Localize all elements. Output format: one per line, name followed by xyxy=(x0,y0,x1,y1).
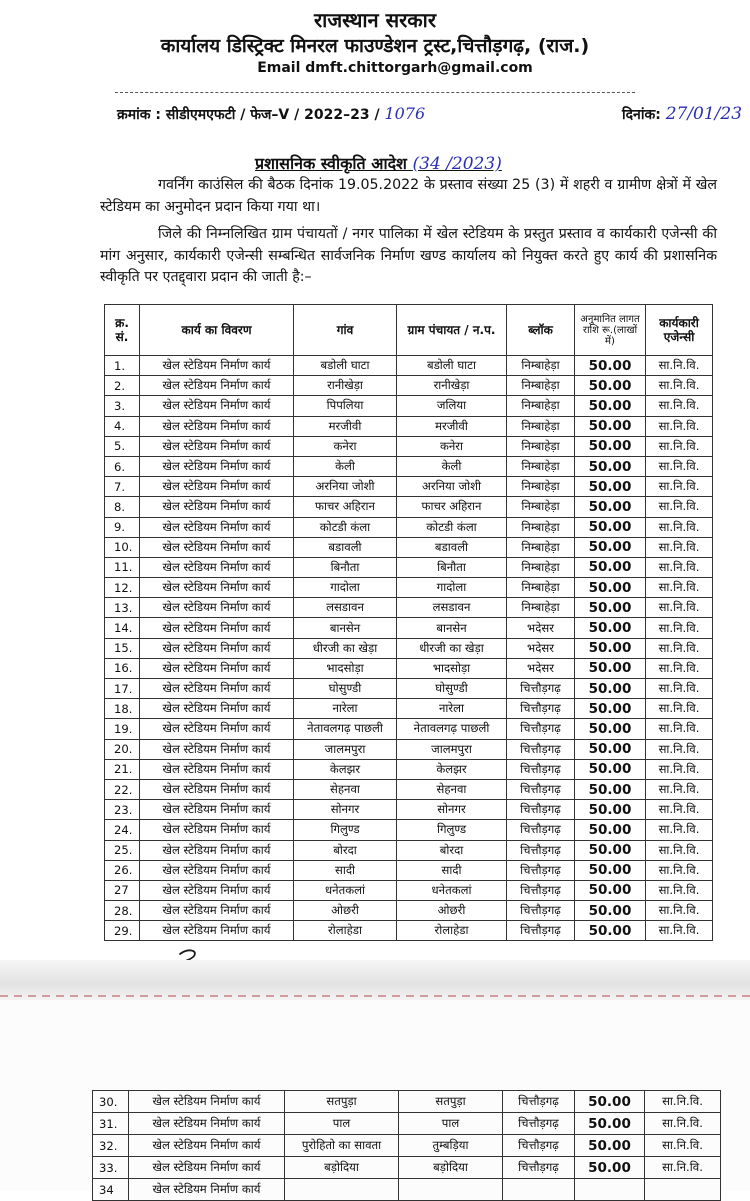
village-cell: भादसोड़ा xyxy=(294,658,397,678)
cost-cell: 50.00 xyxy=(575,1157,645,1179)
serial-cell: 2. xyxy=(105,376,140,396)
work-cell: खेल स्टेडियम निर्माण कार्य xyxy=(140,880,294,900)
gram-panchayat-cell: सतपुड़ा xyxy=(399,1091,503,1113)
agency-cell: सा.नि.वि. xyxy=(646,416,713,436)
serial-cell: 26. xyxy=(105,860,140,880)
page-tear-edge xyxy=(0,995,750,997)
village-cell: नारेला xyxy=(294,699,397,719)
agency-cell: सा.नि.वि. xyxy=(646,880,713,900)
block-cell: निम्बाहेड़ा xyxy=(507,578,575,598)
table-header-row xyxy=(105,305,713,356)
reference-prefix: क्रमांक : सीडीएमएफटी / फेज–V / 2022–23 / xyxy=(117,107,385,123)
page-gap xyxy=(0,960,750,1000)
table-row xyxy=(105,679,713,699)
agency-cell: सा.नि.वि. xyxy=(646,598,713,618)
agency-cell: सा.नि.वि. xyxy=(646,497,713,517)
block-cell: निम्बाहेड़ा xyxy=(507,537,575,557)
work-cell: खेल स्टेडियम निर्माण कार्य xyxy=(140,396,294,416)
work-cell: खेल स्टेडियम निर्माण कार्य xyxy=(140,497,294,517)
village-cell: बड़ोदिया xyxy=(285,1157,399,1179)
serial-cell: 7. xyxy=(105,477,140,497)
gram-panchayat-cell: पाल xyxy=(399,1113,503,1135)
gram-panchayat-cell: सेहनवा xyxy=(397,779,507,799)
agency-cell: सा.नि.वि. xyxy=(646,759,713,779)
cost-cell: 50.00 xyxy=(575,618,646,638)
gram-panchayat-cell: तुम्बड़िया xyxy=(399,1135,503,1157)
village-cell: पाल xyxy=(285,1113,399,1135)
work-cell: खेल स्टेडियम निर्माण कार्य xyxy=(140,739,294,759)
table-row xyxy=(105,800,713,820)
gram-panchayat-cell: बड़ोदिया xyxy=(399,1157,503,1179)
gram-panchayat-cell: भादसोड़ा xyxy=(397,658,507,678)
agency-cell: सा.नि.वि. xyxy=(646,618,713,638)
serial-cell: 25. xyxy=(105,840,140,860)
serial-cell: 12. xyxy=(105,578,140,598)
gram-panchayat-cell: कनेरा xyxy=(397,436,507,456)
serial-cell: 8. xyxy=(105,497,140,517)
work-cell: खेल स्टेडियम निर्माण कार्य xyxy=(140,557,294,577)
serial-cell: 10. xyxy=(105,537,140,557)
serial-cell: 32. xyxy=(93,1135,129,1157)
cost-cell: 50.00 xyxy=(575,376,646,396)
block-cell: चित्तौड़गढ़ xyxy=(507,901,575,921)
work-cell: खेल स्टेडियम निर्माण कार्य xyxy=(140,578,294,598)
agency-cell: सा.नि.वि. xyxy=(646,376,713,396)
block-cell: निम्बाहेड़ा xyxy=(507,416,575,436)
work-cell: खेल स्टेडियम निर्माण कार्य xyxy=(140,779,294,799)
header-village: गांव xyxy=(294,305,397,356)
order-paragraph-2: जिले की निम्नलिखित ग्राम पंचायतों / नगर पालिका में खेल स्टेडियम के प्रस्तुत प्रस्ताव व कार्यकारी एजेन्सी की मांग अनुसार, कार्यकारी एजेन्सी सम्बन्धित सार्वजनिक निर्माण खण्ड कार्यालय को नियुक्त करते हुए कार्य की प्रशासनिक स्वीकृति पर एतद्द्वारा प्रदान की जाती है:– xyxy=(100,226,717,285)
table-row xyxy=(105,436,713,456)
header-sno: क्र. सं. xyxy=(105,305,140,356)
table-row xyxy=(105,880,713,900)
serial-cell: 3. xyxy=(105,396,140,416)
cost-cell: 50.00 xyxy=(575,779,646,799)
work-cell: खेल स्टेडियम निर्माण कार्य xyxy=(140,598,294,618)
cost-cell: 50.00 xyxy=(575,679,646,699)
gram-panchayat-cell: गादोला xyxy=(397,578,507,598)
cost-cell: 50.00 xyxy=(575,658,646,678)
table-row xyxy=(105,921,713,941)
table-row xyxy=(105,739,713,759)
serial-cell: 1. xyxy=(105,356,140,376)
village-cell: लसडावन xyxy=(294,598,397,618)
gram-panchayat-cell: फाचर अहिरान xyxy=(397,497,507,517)
agency-cell: सा.नि.वि. xyxy=(645,1135,721,1157)
table-row xyxy=(105,456,713,476)
village-cell: कोटडी कंला xyxy=(294,517,397,537)
table-row xyxy=(93,1179,721,1201)
cost-cell: 50.00 xyxy=(575,456,646,476)
table-row xyxy=(93,1113,721,1135)
cost-cell: 50.00 xyxy=(575,739,646,759)
village-cell: रानीखेड़ा xyxy=(294,376,397,396)
village-cell: फाचर अहिरान xyxy=(294,497,397,517)
gram-panchayat-cell: केलझर xyxy=(397,759,507,779)
agency-cell: सा.नि.वि. xyxy=(645,1091,721,1113)
work-cell: खेल स्टेडियम निर्माण कार्य xyxy=(140,456,294,476)
table-row xyxy=(93,1091,721,1113)
office-heading: कार्यालय डिस्ट्रिक्ट मिनरल फाउण्डेशन ट्रस्ट,चित्तौड़गढ़, (राज.) xyxy=(160,35,590,57)
agency-cell: सा.नि.वि. xyxy=(645,1113,721,1135)
village-cell: अरनिया जोशी xyxy=(294,477,397,497)
serial-cell: 31. xyxy=(93,1113,129,1135)
gram-panchayat-cell: सादी xyxy=(397,860,507,880)
cost-cell: 50.00 xyxy=(575,719,646,739)
agency-cell: सा.नि.वि. xyxy=(646,436,713,456)
block-cell: निम्बाहेड़ा xyxy=(507,517,575,537)
cost-cell: 50.00 xyxy=(575,699,646,719)
work-cell: खेल स्टेडियम निर्माण कार्य xyxy=(140,860,294,880)
serial-cell: 5. xyxy=(105,436,140,456)
table-row xyxy=(105,477,713,497)
table-row xyxy=(93,1157,721,1179)
village-cell: कनेरा xyxy=(294,436,397,456)
block-cell: निम्बाहेड़ा xyxy=(507,557,575,577)
serial-cell: 13. xyxy=(105,598,140,618)
table-row xyxy=(105,416,713,436)
village-cell: पिपलिया xyxy=(294,396,397,416)
cost-cell: 50.00 xyxy=(575,820,646,840)
table-row xyxy=(105,618,713,638)
header-agency: कार्यकारी एजेन्सी xyxy=(646,305,713,356)
village-cell: धीरजी का खेड़ा xyxy=(294,638,397,658)
work-cell: खेल स्टेडियम निर्माण कार्य xyxy=(129,1135,285,1157)
village-cell: बडावली xyxy=(294,537,397,557)
block-cell: चित्तौड़गढ़ xyxy=(503,1113,575,1135)
block-cell: चित्तौड़गढ़ xyxy=(507,699,575,719)
govt-heading: राजस्थान सरकार xyxy=(313,8,437,32)
gram-panchayat-cell: नेतावलगढ़ पाछली xyxy=(397,719,507,739)
serial-cell: 4. xyxy=(105,416,140,436)
block-cell: चित्तौड़गढ़ xyxy=(507,840,575,860)
serial-cell: 11. xyxy=(105,557,140,577)
gram-panchayat-cell: घोसुण्डी xyxy=(397,679,507,699)
block-cell: चित्तौड़गढ़ xyxy=(507,739,575,759)
gram-panchayat-cell: बोरदा xyxy=(397,840,507,860)
gram-panchayat-cell: रोलाहेडा xyxy=(397,921,507,941)
cost-cell: 50.00 xyxy=(575,880,646,900)
work-cell: खेल स्टेडियम निर्माण कार्य xyxy=(140,820,294,840)
gram-panchayat-cell: गिलुण्ड xyxy=(397,820,507,840)
agency-cell: सा.नि.वि. xyxy=(646,679,713,699)
work-cell: खेल स्टेडियम निर्माण कार्य xyxy=(129,1157,285,1179)
table-row xyxy=(105,557,713,577)
block-cell: चित्तौड़गढ़ xyxy=(507,880,575,900)
table-row xyxy=(105,578,713,598)
serial-cell: 29. xyxy=(105,921,140,941)
village-cell: केली xyxy=(294,456,397,476)
village-cell: नेतावलगढ़ पाछली xyxy=(294,719,397,739)
block-cell: निम्बाहेड़ा xyxy=(507,396,575,416)
table-row xyxy=(105,658,713,678)
agency-cell: सा.नि.वि. xyxy=(646,517,713,537)
agency-cell: सा.नि.वि. xyxy=(646,396,713,416)
work-cell: खेल स्टेडियम निर्माण कार्य xyxy=(140,376,294,396)
gram-panchayat-cell: जालमपुरा xyxy=(397,739,507,759)
table-row xyxy=(105,497,713,517)
block-cell: चित्तौड़गढ़ xyxy=(507,719,575,739)
table-row xyxy=(105,779,713,799)
table-row xyxy=(105,356,713,376)
agency-cell: सा.नि.वि. xyxy=(646,779,713,799)
block-cell: निम्बाहेड़ा xyxy=(507,356,575,376)
block-cell: भदेसर xyxy=(507,618,575,638)
block-cell: चित्तौड़गढ़ xyxy=(507,860,575,880)
cost-cell: 50.00 xyxy=(575,598,646,618)
reference-number xyxy=(117,104,425,124)
work-cell: खेल स्टेडियम निर्माण कार्य xyxy=(140,436,294,456)
agency-cell: सा.नि.वि. xyxy=(646,840,713,860)
work-cell: खेल स्टेडियम निर्माण कार्य xyxy=(140,679,294,699)
order-title xyxy=(255,152,502,174)
village-cell: बोरदा xyxy=(294,840,397,860)
table-row xyxy=(105,537,713,557)
cost-cell: 50.00 xyxy=(575,1091,645,1113)
date-handwritten: 27/01/23 xyxy=(665,104,743,124)
village-cell xyxy=(285,1179,399,1201)
serial-cell: 6. xyxy=(105,456,140,476)
cost-cell: 50.00 xyxy=(575,860,646,880)
agency-cell: सा.नि.वि. xyxy=(646,901,713,921)
village-cell: धनेतकलां xyxy=(294,880,397,900)
office-email: Email dmft.chittorgarh@gmail.com xyxy=(257,60,533,76)
header-block: ब्लॉक xyxy=(507,305,575,356)
block-cell: भदेसर xyxy=(507,638,575,658)
block-cell: निम्बाहेड़ा xyxy=(507,497,575,517)
serial-cell: 14. xyxy=(105,618,140,638)
serial-cell: 23. xyxy=(105,800,140,820)
cost-cell: 50.00 xyxy=(575,1135,645,1157)
block-cell: चित्तौड़गढ़ xyxy=(507,759,575,779)
cost-cell: 50.00 xyxy=(575,638,646,658)
gram-panchayat-cell: मरजीवी xyxy=(397,416,507,436)
work-cell: खेल स्टेडियम निर्माण कार्य xyxy=(140,356,294,376)
serial-cell: 17. xyxy=(105,679,140,699)
village-cell: घोसुण्डी xyxy=(294,679,397,699)
gram-panchayat-cell: बडावली xyxy=(397,537,507,557)
cost-cell: 50.00 xyxy=(575,578,646,598)
work-cell: खेल स्टेडियम निर्माण कार्य xyxy=(140,537,294,557)
table-row xyxy=(105,820,713,840)
table-row xyxy=(105,719,713,739)
table-row xyxy=(105,396,713,416)
agency-cell: सा.नि.वि. xyxy=(646,921,713,941)
cost-cell: 50.00 xyxy=(575,517,646,537)
gram-panchayat-cell: बानसेन xyxy=(397,618,507,638)
work-cell: खेल स्टेडियम निर्माण कार्य xyxy=(140,517,294,537)
cost-cell: 50.00 xyxy=(575,497,646,517)
works-table xyxy=(104,304,713,941)
agency-cell: सा.नि.वि. xyxy=(646,800,713,820)
work-cell: खेल स्टेडियम निर्माण कार्य xyxy=(140,921,294,941)
gram-panchayat-cell: रानीखेड़ा xyxy=(397,376,507,396)
work-cell: खेल स्टेडियम निर्माण कार्य xyxy=(140,800,294,820)
table-row xyxy=(93,1135,721,1157)
serial-cell: 20. xyxy=(105,739,140,759)
block-cell: चित्तौड़गढ़ xyxy=(507,921,575,941)
serial-cell: 34 xyxy=(93,1179,129,1201)
gram-panchayat-cell: ओछरी xyxy=(397,901,507,921)
serial-cell: 30. xyxy=(93,1091,129,1113)
work-cell: खेल स्टेडियम निर्माण कार्य xyxy=(140,477,294,497)
agency-cell: सा.नि.वि. xyxy=(646,719,713,739)
agency-cell: सा.नि.वि. xyxy=(646,477,713,497)
block-cell: निम्बाहेड़ा xyxy=(507,436,575,456)
village-cell: जालमपुरा xyxy=(294,739,397,759)
work-cell: खेल स्टेडियम निर्माण कार्य xyxy=(140,416,294,436)
serial-cell: 18. xyxy=(105,699,140,719)
block-cell: चित्तौड़गढ़ xyxy=(503,1135,575,1157)
agency-cell: सा.नि.वि. xyxy=(646,739,713,759)
serial-cell: 28. xyxy=(105,901,140,921)
agency-cell: सा.नि.वि. xyxy=(646,537,713,557)
agency-cell: सा.नि.वि. xyxy=(646,699,713,719)
table-row xyxy=(105,840,713,860)
gram-panchayat-cell: नारेला xyxy=(397,699,507,719)
order-paragraph-1: गवर्निंग काउंसिल की बैठक दिनांक 19.05.2022 के प्रस्ताव संख्या 25 (3) में शहरी व ग्रामीण क्षेत्रों में खेल स्टेडियम का अनुमोदन प्रदान किया गया था। xyxy=(100,177,717,215)
header-cost: अनुमानित लागत राशि रू.(लाखों में) xyxy=(575,305,646,356)
work-cell: खेल स्टेडियम निर्माण कार्य xyxy=(140,618,294,638)
gram-panchayat-cell: कोटडी कंला xyxy=(397,517,507,537)
cost-cell: 50.00 xyxy=(575,800,646,820)
block-cell: चित्तौड़गढ़ xyxy=(507,679,575,699)
table-row xyxy=(105,638,713,658)
gram-panchayat-cell: अरनिया जोशी xyxy=(397,477,507,497)
table-row xyxy=(105,517,713,537)
block-cell: निम्बाहेड़ा xyxy=(507,376,575,396)
cost-cell xyxy=(575,1179,645,1201)
date-label: दिनांक: xyxy=(622,107,661,123)
agency-cell: सा.नि.वि. xyxy=(645,1157,721,1179)
cost-cell: 50.00 xyxy=(575,537,646,557)
serial-cell: 22. xyxy=(105,779,140,799)
cost-cell: 50.00 xyxy=(575,436,646,456)
village-cell: रोलाहेडा xyxy=(294,921,397,941)
block-cell: निम्बाहेड़ा xyxy=(507,598,575,618)
order-number-handwritten: (34 /2023) xyxy=(412,154,502,174)
cost-cell: 50.00 xyxy=(575,396,646,416)
cost-cell: 50.00 xyxy=(575,901,646,921)
order-title-text: प्रशासनिक स्वीकृति आदेश xyxy=(255,154,407,173)
village-cell: बडोली घाटा xyxy=(294,356,397,376)
work-cell: खेल स्टेडियम निर्माण कार्य xyxy=(140,638,294,658)
table-row xyxy=(105,376,713,396)
header-work: कार्य का विवरण xyxy=(140,305,294,356)
work-cell: खेल स्टेडियम निर्माण कार्य xyxy=(140,759,294,779)
village-cell: सोनगर xyxy=(294,800,397,820)
serial-cell: 19. xyxy=(105,719,140,739)
work-cell: खेल स्टेडियम निर्माण कार्य xyxy=(140,699,294,719)
serial-cell: 21. xyxy=(105,759,140,779)
cost-cell: 50.00 xyxy=(575,840,646,860)
serial-cell: 16. xyxy=(105,658,140,678)
work-cell: खेल स्टेडियम निर्माण कार्य xyxy=(140,840,294,860)
gram-panchayat-cell xyxy=(399,1179,503,1201)
work-cell: खेल स्टेडियम निर्माण कार्य xyxy=(140,901,294,921)
village-cell: सादी xyxy=(294,860,397,880)
header-divider xyxy=(115,92,635,93)
gram-panchayat-cell: लसडावन xyxy=(397,598,507,618)
agency-cell xyxy=(645,1179,721,1201)
village-cell: ओछरी xyxy=(294,901,397,921)
serial-cell: 15. xyxy=(105,638,140,658)
agency-cell: सा.नि.वि. xyxy=(646,557,713,577)
serial-cell: 27 xyxy=(105,880,140,900)
cost-cell: 50.00 xyxy=(575,921,646,941)
agency-cell: सा.नि.वि. xyxy=(646,638,713,658)
agency-cell: सा.नि.वि. xyxy=(646,658,713,678)
table-row xyxy=(105,759,713,779)
gram-panchayat-cell: बिनौता xyxy=(397,557,507,577)
village-cell: बिनौता xyxy=(294,557,397,577)
table-row xyxy=(105,901,713,921)
work-cell: खेल स्टेडियम निर्माण कार्य xyxy=(129,1091,285,1113)
serial-cell: 9. xyxy=(105,517,140,537)
agency-cell: सा.नि.वि. xyxy=(646,820,713,840)
table-row xyxy=(105,699,713,719)
village-cell: केलझर xyxy=(294,759,397,779)
village-cell: सतपुड़ा xyxy=(285,1091,399,1113)
cost-cell: 50.00 xyxy=(575,477,646,497)
village-cell: गिलुण्ड xyxy=(294,820,397,840)
cost-cell: 50.00 xyxy=(575,1113,645,1135)
agency-cell: सा.नि.वि. xyxy=(646,456,713,476)
village-cell: बानसेन xyxy=(294,618,397,638)
cost-cell: 50.00 xyxy=(575,759,646,779)
serial-cell: 33. xyxy=(93,1157,129,1179)
table-row xyxy=(105,860,713,880)
village-cell: गादोला xyxy=(294,578,397,598)
village-cell: सेहनवा xyxy=(294,779,397,799)
block-cell: निम्बाहेड़ा xyxy=(507,456,575,476)
work-cell: खेल स्टेडियम निर्माण कार्य xyxy=(140,658,294,678)
agency-cell: सा.नि.वि. xyxy=(646,578,713,598)
gram-panchayat-cell: बडोली घाटा xyxy=(397,356,507,376)
block-cell: चित्तौड़गढ़ xyxy=(507,779,575,799)
serial-cell: 24. xyxy=(105,820,140,840)
cost-cell: 50.00 xyxy=(575,557,646,577)
gram-panchayat-cell: जलिया xyxy=(397,396,507,416)
agency-cell: सा.नि.वि. xyxy=(646,356,713,376)
cost-cell: 50.00 xyxy=(575,416,646,436)
header-gram-panchayat: ग्राम पंचायत / न.प. xyxy=(397,305,507,356)
block-cell: भदेसर xyxy=(507,658,575,678)
gram-panchayat-cell: सोनगर xyxy=(397,800,507,820)
village-cell: पुरोहितो का सावता xyxy=(285,1135,399,1157)
table-row xyxy=(105,598,713,618)
reference-date xyxy=(622,104,742,124)
block-cell: चित्तौड़गढ़ xyxy=(503,1157,575,1179)
gram-panchayat-cell: धीरजी का खेड़ा xyxy=(397,638,507,658)
block-cell: चित्तौड़गढ़ xyxy=(503,1091,575,1113)
gram-panchayat-cell: धनेतकलां xyxy=(397,880,507,900)
block-cell: चित्तौड़गढ़ xyxy=(507,800,575,820)
block-cell: निम्बाहेड़ा xyxy=(507,477,575,497)
gram-panchayat-cell: केली xyxy=(397,456,507,476)
reference-handwritten-number: 1076 xyxy=(384,104,426,123)
village-cell: मरजीवी xyxy=(294,416,397,436)
work-cell: खेल स्टेडियम निर्माण कार्य xyxy=(129,1179,285,1201)
work-cell: खेल स्टेडियम निर्माण कार्य xyxy=(140,719,294,739)
work-cell: खेल स्टेडियम निर्माण कार्य xyxy=(129,1113,285,1135)
block-cell xyxy=(503,1179,575,1201)
agency-cell: सा.नि.वि. xyxy=(646,860,713,880)
cost-cell: 50.00 xyxy=(575,356,646,376)
block-cell: चित्तौड़गढ़ xyxy=(507,820,575,840)
works-table-continued xyxy=(92,1090,721,1201)
